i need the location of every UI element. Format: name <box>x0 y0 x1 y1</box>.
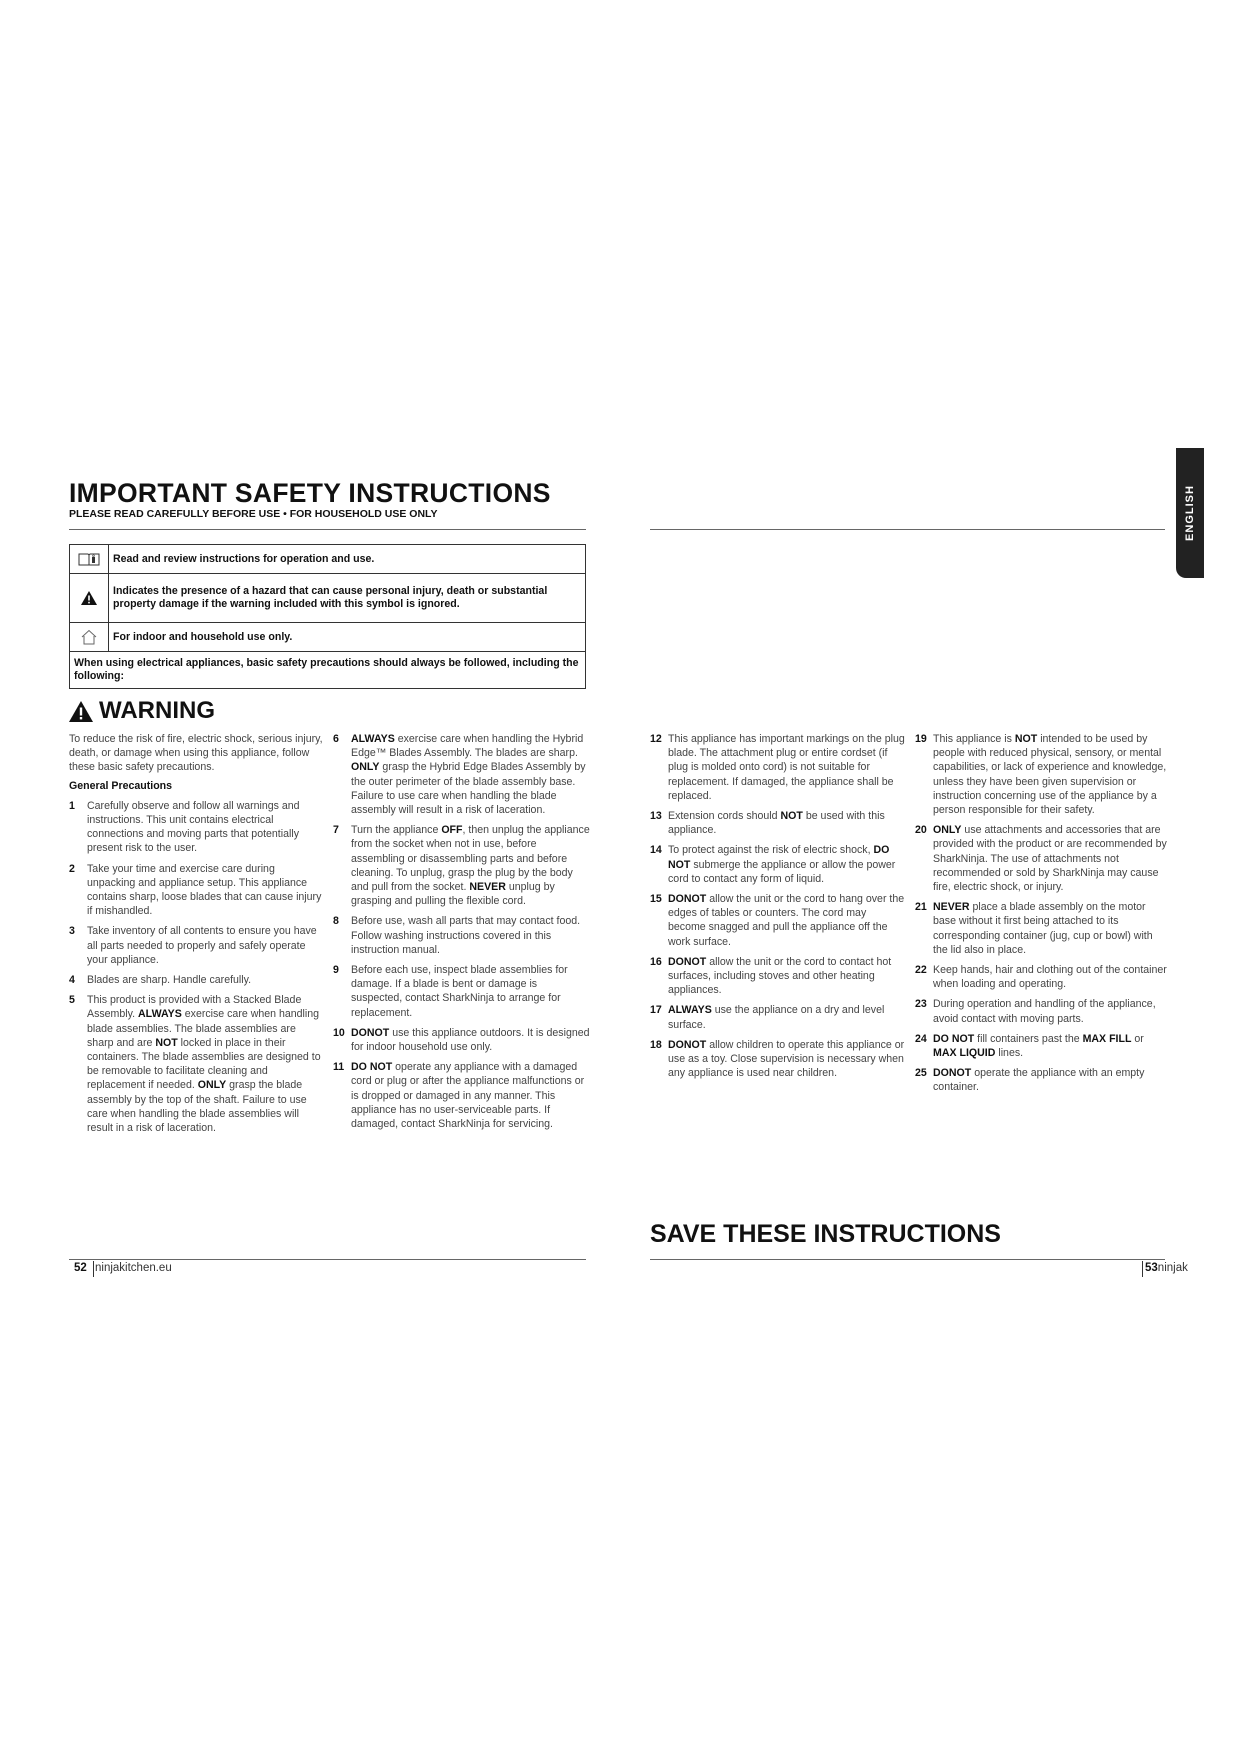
list-item: 23 During operation and handling of the appliance, avoid contact with moving parts. <box>915 998 1156 1025</box>
list-item: 10 DONOT use this appliance outdoors. It is designed for indoor household use only. <box>333 1026 590 1054</box>
list-item: 3 Take inventory of all contents to ensure you have all parts needed to properly and safely operate your appliance. <box>69 925 317 966</box>
footer-separator <box>1142 1261 1143 1277</box>
language-tab-label: ENGLISH <box>1184 485 1196 541</box>
divider <box>650 529 1165 530</box>
warning-triangle-icon <box>70 574 109 622</box>
list-item: 7 Turn the appliance OFF, then unplug the appliance from the socket when not in use, before assembling or disassembling parts and before cleaning. To unplug, grasp the plug by the body and pull from the socket. NEVER unplug by grasping and pulling the flexible cord. <box>333 824 590 908</box>
list-item: 17 ALWAYS use the appliance on a dry and level surface. <box>650 1004 885 1031</box>
save-instructions-heading: SAVE THESE INSTRUCTIONS <box>650 1220 1001 1248</box>
list-item: 1 Carefully observe and follow all warnings and instructions. This unit contains electrical connections and moving parts that potentially present risk to the user. <box>69 799 300 855</box>
list-item: 13 Extension cords should NOT be used with this appliance. <box>650 810 885 837</box>
list-item: 11 DO NOT operate any appliance with a damaged cord or plug or after the appliance malfunctions or is dropped or damaged in any manner. This appliance has no user-serviceable parts. If damaged, contact SharkNinja for servicing. <box>333 1061 585 1131</box>
list-item: 5 This product is provided with a Stacked Blade Assembly. ALWAYS exercise care when handling blade assemblies. The blade assemblies are sharp and are NOT locked in place in their containers. The blade assemblies are designed to be removable to facilitate cleaning and replacement if needed. ONLY grasp the blade assembly by the top of the shaft. Failure to use care when handling the blade assemblies will result in a risk of laceration. <box>69 994 321 1135</box>
column-3 <box>650 732 906 1080</box>
house-icon <box>70 623 109 651</box>
list-item: 6 ALWAYS exercise care when handling the Hybrid Edge™ Blades Assembly. The blades are sharp. ONLY grasp the Hybrid Edge Blades Assembly by the outer perimeter of the blade assembly base. Failure to use care when handling the blade assembly will result in a risk of laceration. <box>333 733 586 817</box>
page-number: 53 <box>1145 1262 1158 1274</box>
list-item: 16 DONOT allow the unit or the cord to contact hot surfaces, including stoves and other heating appliances. <box>650 955 892 997</box>
symbol-description: For indoor and household use only. <box>113 630 293 643</box>
list-item: 14 To protect against the risk of electric shock, DO NOT submerge the appliance or allow the power cord to contact any form of liquid. <box>650 844 896 885</box>
list-item: 19 This appliance is NOT intended to be used by people with reduced physical, sensory, or mental capabilities, or lack of experience and knowledge, unless they have been given supervision or instruction concerning use of the appliance by a person responsible for their safety. <box>915 733 1167 817</box>
manual-book-icon <box>70 545 109 573</box>
list-item: 25 DONOT operate the appliance with an empty container. <box>915 1067 1145 1094</box>
warning-heading <box>69 697 215 725</box>
list-item: 24 DO NOT fill containers past the MAX FILL or MAX LIQUID lines. <box>915 1032 1144 1060</box>
warning-triangle-icon <box>69 701 93 722</box>
list-item: 21 NEVER place a blade assembly on the motor base without it first being attached to its corresponding container (jug, cup or bowl) with the lid also in place. <box>915 901 1153 956</box>
list-item: 9 Before each use, inspect blade assemblies for damage. If a blade is bent or damage is suspected, contact SharkNinja to arrange for replacement. <box>333 964 568 1019</box>
symbols-note: When using electrical appliances, basic safety precautions should always be followed, including the following: <box>74 657 579 682</box>
general-precautions-heading: General Precautions <box>69 779 173 792</box>
symbol-row <box>70 574 585 623</box>
page-subtitle: PLEASE READ CAREFULLY BEFORE USE • FOR HOUSEHOLD USE ONLY <box>69 508 438 520</box>
symbols-table <box>69 544 586 689</box>
list-item: 20 ONLY use attachments and accessories that are provided with the product or are recommended by SharkNinja. The use of attachments not recommended or sold by SharkNinja may cause fire, electric shock, or injury. <box>915 824 1167 894</box>
footer-site-link[interactable]: ninjakitchen.eu <box>95 1262 172 1274</box>
footer-divider <box>650 1259 1165 1260</box>
list-item: 8 Before use, wash all parts that may contact food. Follow washing instructions covered in this instruction manual. <box>333 915 581 956</box>
footer-separator <box>93 1261 94 1277</box>
list-item: 4 Blades are sharp. Handle carefully. <box>69 974 252 987</box>
list-item: 22 Keep hands, hair and clothing out of the container when loading and operating. <box>915 964 1167 991</box>
list-item: 12 This appliance has important markings on the plug blade. The attachment plug or entire cordset (if plug is molded onto cord) is not suitable for replacement. If damaged, the appliance shall be replaced. <box>650 733 905 802</box>
footer-left <box>74 1262 87 1274</box>
footer-divider <box>69 1259 586 1260</box>
footer-right <box>1145 1262 1188 1274</box>
list-item: 15 DONOT allow the unit or the cord to hang over the edges of tables or counters. The cord may become snagged and pull the appliance off the work surface. <box>650 893 905 948</box>
column-4 <box>915 732 1169 1095</box>
column-2 <box>333 732 591 1131</box>
page-title: IMPORTANT SAFETY INSTRUCTIONS <box>69 478 551 508</box>
symbol-row <box>70 545 585 574</box>
list-item: 18 DONOT allow children to operate this appliance or use as a toy. Close supervision is necessary when any appliance is used near children. <box>650 1038 905 1080</box>
warning-heading-text: WARNING <box>99 697 215 724</box>
symbol-description: Read and review instructions for operation and use. <box>113 552 375 565</box>
footer-site-link[interactable]: ninjak <box>1157 1262 1188 1274</box>
symbol-description: Indicates the presence of a hazard that can cause personal injury, death or substantial property damage if the warning included with this symbol is ignored. <box>113 585 548 610</box>
symbol-row <box>70 623 585 652</box>
symbol-row <box>70 652 585 688</box>
list-item: 2 Take your time and exercise care during unpacking and appliance setup. This appliance contains sharp, loose blades that can cause injury if mishandled. <box>69 862 322 918</box>
language-tab[interactable] <box>1176 448 1204 578</box>
page-number: 52 <box>74 1262 87 1274</box>
column-1 <box>69 732 323 1135</box>
warning-intro: To reduce the risk of fire, electric shock, serious injury, death, or damage when using this appliance, follow these basic safety precautions. <box>69 733 323 774</box>
divider <box>69 529 586 530</box>
